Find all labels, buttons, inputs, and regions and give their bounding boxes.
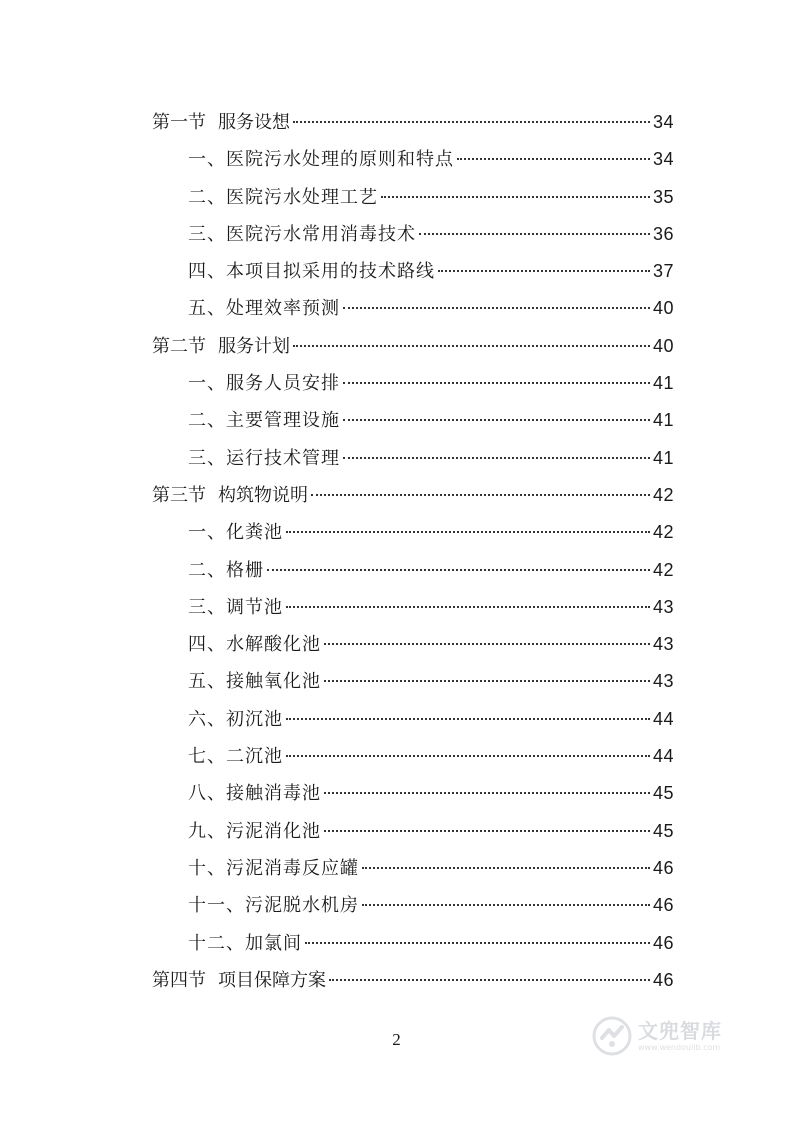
toc-section-entry[interactable] [152,104,674,141]
toc-subsection-entry[interactable] [152,589,674,626]
toc-dot-leader [286,755,650,757]
toc-dot-leader [419,233,650,235]
toc-page-number: 41 [652,410,674,431]
toc-page-number: 42 [652,559,674,580]
toc-subsection-title: 一、化粪池 [188,522,283,544]
toc-subsection-entry[interactable] [152,701,674,738]
toc-page-number: 44 [652,746,674,767]
toc-dot-leader [311,494,650,496]
watermark-logo-icon [592,1016,632,1056]
toc-subsection-entry[interactable] [152,850,674,887]
watermark-name: 文兜智库 [638,1018,722,1043]
toc-dot-leader [438,270,650,272]
toc-page-number: 36 [652,223,674,244]
toc-section-entry[interactable] [152,328,674,365]
toc-subsection-title: 五、处理效率预测 [188,298,340,320]
toc-page-number: 40 [652,335,674,356]
toc-dot-leader [324,830,650,832]
toc-section-prefix: 第三节 [152,484,206,506]
toc-page-number: 46 [652,932,674,953]
toc-section-name: 构筑物说明 [218,484,308,506]
toc-section-entry[interactable] [152,962,674,999]
toc-page-number: 45 [652,820,674,841]
toc-subsection-title: 九、污泥消化池 [188,820,321,842]
toc-subsection-title: 十二、加氯间 [188,932,302,954]
toc-subsection-entry[interactable] [152,813,674,850]
toc-subsection-entry[interactable] [152,440,674,477]
toc-page-number: 46 [652,969,674,990]
toc-page-number: 42 [652,522,674,543]
toc-section-title [152,962,326,999]
toc-page-number: 35 [652,186,674,207]
toc-subsection-title: 八、接触消毒池 [188,783,321,805]
toc-subsection-entry[interactable] [152,290,674,327]
toc-page-number: 42 [652,484,674,505]
toc-page-number: 41 [652,447,674,468]
toc-subsection-entry[interactable] [152,925,674,962]
toc-subsection-title: 六、初沉池 [188,708,283,730]
toc-subsection-title: 一、服务人员安排 [188,373,340,395]
page-number: 2 [392,1030,401,1049]
toc-dot-leader [267,569,650,571]
toc-dot-leader [286,531,650,533]
toc-page-number: 44 [652,708,674,729]
toc-subsection-title: 四、水解酸化池 [188,634,321,656]
toc-page-number: 43 [652,596,674,617]
toc-page-number: 34 [652,149,674,170]
toc-section-title [152,477,308,514]
toc-dot-leader [343,307,650,309]
toc-dot-leader [329,979,650,981]
toc-dot-leader [324,643,650,645]
table-of-contents [152,104,674,999]
watermark [592,1016,722,1056]
toc-dot-leader [457,158,650,160]
toc-subsection-entry[interactable] [152,552,674,589]
toc-dot-leader [305,942,650,944]
toc-subsection-entry[interactable] [152,626,674,663]
toc-subsection-entry[interactable] [152,738,674,775]
toc-section-name: 项目保障方案 [218,969,326,991]
watermark-url: www.wendoulib.com [638,1042,721,1052]
toc-dot-leader [343,457,650,459]
toc-subsection-entry[interactable] [152,179,674,216]
toc-subsection-entry[interactable] [152,402,674,439]
toc-page-number: 43 [652,671,674,692]
toc-subsection-entry[interactable] [152,141,674,178]
toc-subsection-title: 四、本项目拟采用的技术路线 [188,261,435,283]
toc-page-number: 37 [652,261,674,282]
toc-section-title [152,328,290,365]
toc-page-number: 43 [652,634,674,655]
toc-subsection-title: 三、调节池 [188,596,283,618]
toc-subsection-entry[interactable] [152,216,674,253]
toc-dot-leader [293,345,650,347]
toc-subsection-entry[interactable] [152,663,674,700]
toc-subsection-title: 十、污泥消毒反应罐 [188,857,359,879]
toc-dot-leader [293,121,650,123]
toc-dot-leader [343,382,650,384]
toc-subsection-title: 七、二沉池 [188,746,283,768]
toc-subsection-title: 三、运行技术管理 [188,447,340,469]
toc-subsection-title: 一、医院污水处理的原则和特点 [188,149,454,171]
toc-section-prefix: 第一节 [152,112,206,133]
toc-page-number: 40 [652,298,674,319]
toc-page-number: 45 [652,783,674,804]
toc-dot-leader [286,718,650,720]
toc-dot-leader [286,606,650,608]
toc-subsection-title: 十一、污泥脱水机房 [188,895,359,917]
toc-page-number: 46 [652,857,674,878]
toc-page-number: 34 [652,112,674,132]
toc-page-number: 46 [652,895,674,916]
toc-dot-leader [324,680,650,682]
toc-dot-leader [324,792,650,794]
toc-dot-leader [343,419,650,421]
toc-dot-leader [362,867,650,869]
toc-subsection-title: 二、格栅 [188,559,264,581]
toc-subsection-entry[interactable] [152,514,674,551]
toc-section-title [152,104,290,141]
toc-subsection-entry[interactable] [152,365,674,402]
toc-subsection-entry[interactable] [152,775,674,812]
toc-section-name: 服务计划 [218,335,290,357]
toc-section-prefix: 第四节 [152,969,206,991]
toc-subsection-title: 二、医院污水处理工艺 [188,186,378,208]
toc-section-prefix: 第二节 [152,335,206,357]
toc-subsection-title: 二、主要管理设施 [188,410,340,432]
toc-subsection-entry[interactable] [152,253,674,290]
toc-subsection-title: 三、医院污水常用消毒技术 [188,223,416,245]
toc-subsection-title: 五、接触氧化池 [188,671,321,693]
toc-section-name: 服务设想 [218,112,290,133]
toc-subsection-entry[interactable] [152,887,674,924]
toc-dot-leader [381,196,650,198]
toc-dot-leader [362,904,650,906]
toc-page-number: 41 [652,373,674,394]
toc-section-entry[interactable] [152,477,674,514]
